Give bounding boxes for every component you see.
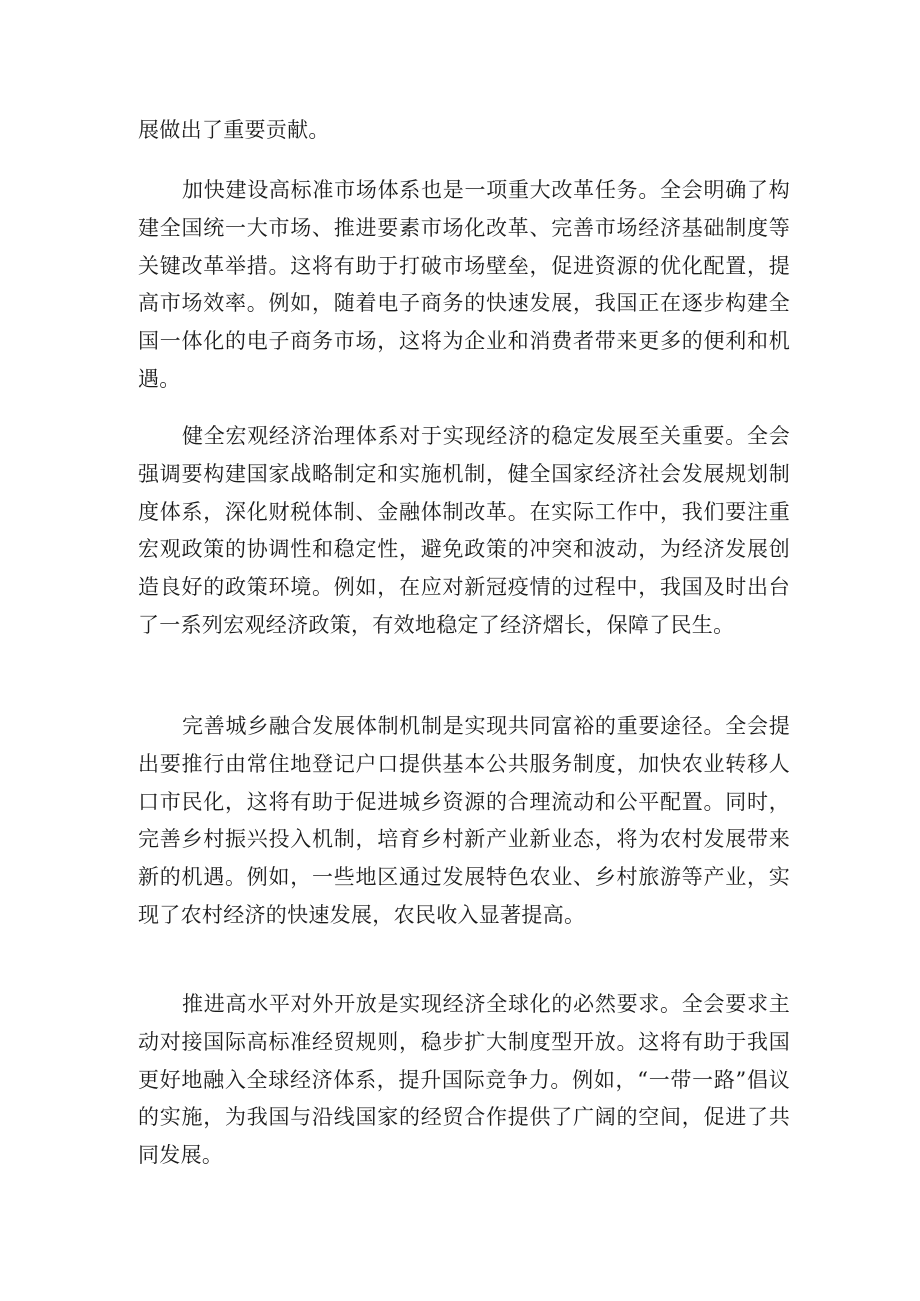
paragraph-continuation: 展做出了重要贡献。 bbox=[138, 118, 330, 142]
paragraph-market-system: 加快建设高标准市场体系也是一项重大改革任务。全会明确了构建全国统一大市场、推进要素市场化改革、完善市场经济基础制度等关键改革举措。这将有助于打破市场壁垒，促进资源的优化配置，提高市场效率。例如，随着电子商务的快速发展，我国正在逐步构建全国一体化的电子商务市场，这将为企业和消费者带来更多的便利和机遇。 bbox=[138, 178, 790, 391]
paragraph-macro-governance: 健全宏观经济治理体系对于实现经济的稳定发展至关重要。全会强调要构建国家战略制定和实施机制，健全国家经济社会发展规划制度体系，深化财税体制、金融体制改革。在实际工作中，我们要注重宏观政策的协调性和稳定性，避免政策的冲突和波动，为经济发展创造良好的政策环境。例如，在应对新冠疫情的过程中，我国及时出台了一系列宏观经济政策，有效地稳定了经济熠长，保障了民生。 bbox=[138, 424, 790, 637]
paragraph-urban-rural: 完善城乡融合发展体制机制是实现共同富裕的重要途径。全会提出要推行由常住地登记户口提供基本公共服务制度，加快农业转移人口市民化，这将有助于促进城乡资源的合理流动和公平配置。同时，完善乡村振兴投入机制，培育乡村新产业新业态，将为农村发展带来新的机遇。例如，一些地区通过发展特色农业、乡村旅游等产业，实现了农村经济的快速发展，农民收入显著提高。 bbox=[138, 714, 790, 927]
paragraph-opening-up: 推进高水平对外开放是实现经济全球化的必然要求。全会要求主动对接国际高标准经贸规则，稳步扩大制度型开放。这将有助于我国更好地融入全球经济体系，提升国际竞争力。例如，“一带一路”倡议的实施，为我国与沿线国家的经贸合作提供了广阔的空间，促进了共同发展。 bbox=[138, 992, 790, 1168]
